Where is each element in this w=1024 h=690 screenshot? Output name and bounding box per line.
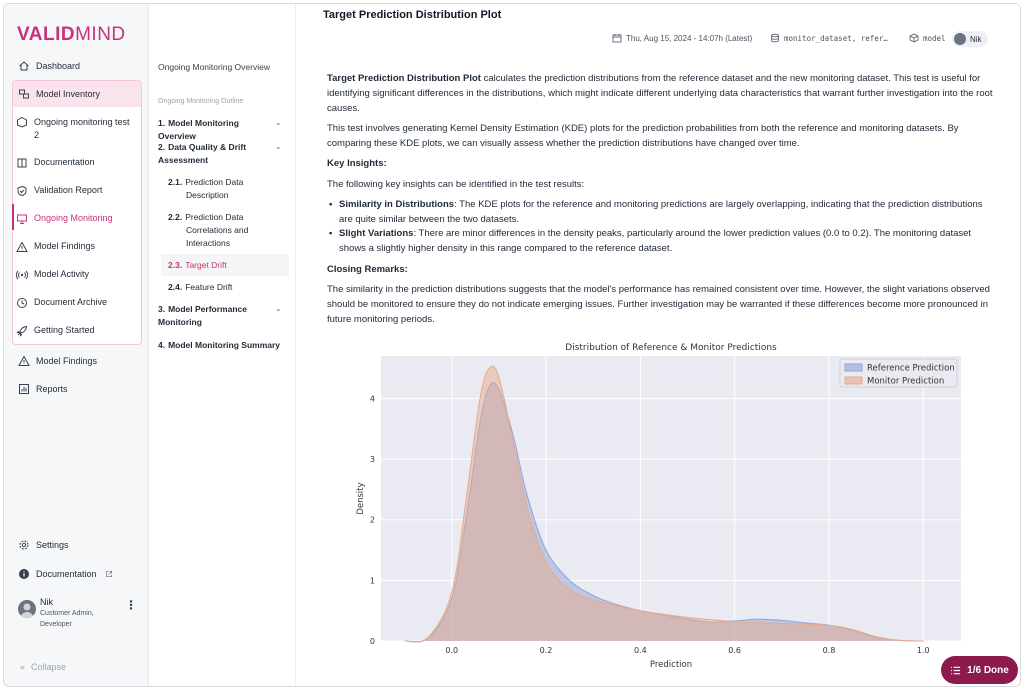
nav-document-archive-label: Document Archive [34, 297, 108, 307]
nav-validation-report-label: Validation Report [34, 185, 103, 195]
nav-model-inventory-label: Model Inventory [36, 89, 101, 99]
nav-ongoing-monitoring-label: Ongoing Monitoring [34, 213, 113, 223]
nav-settings[interactable] [18, 536, 69, 554]
intro-bold: Target Prediction Distribution Plot [327, 73, 481, 84]
x-tick-label: 0.0 [445, 646, 459, 655]
meta-date-text: Thu, Aug 15, 2024 - 14:07h (Latest) [626, 33, 753, 43]
outline-item-1[interactable]: 1. Model Monitoring Overview [158, 118, 239, 141]
shield-check-icon [16, 185, 28, 197]
bullet-variations-text: : There are minor differences in the density peaks, particularly around the lower prediction values (0.0 to 0.2). The monitoring dataset shows a slightly higher density in this range compared to the reference dataset. [339, 228, 972, 254]
monitor-icon [16, 213, 28, 225]
y-tick-label: 4 [369, 394, 375, 404]
x-axis-label: Prediction [649, 660, 693, 670]
meta-user-name: Nik [970, 34, 982, 44]
bullet-variations-bold: Slight Variations [339, 228, 414, 239]
nav-documentation[interactable] [18, 565, 115, 583]
user-avatar[interactable] [18, 600, 36, 618]
kde-chart [351, 337, 971, 672]
external-link-icon [103, 570, 115, 578]
double-chevron-left-icon: « [20, 662, 26, 672]
warning-icon [18, 355, 30, 367]
chevron-down-icon[interactable]: ⌄ [275, 304, 282, 313]
y-axis-label: Density [356, 482, 366, 515]
meta-dataset-text: monitor_dataset, refer… [784, 33, 888, 43]
outline-item-3[interactable]: 3. Model Performance Monitoring [158, 304, 247, 327]
meta-dataset[interactable] [770, 31, 888, 45]
nav-document-archive[interactable] [16, 297, 107, 309]
outline-item-2-1[interactable]: 2.1. Prediction Data Description [168, 177, 244, 200]
insights-intro: The following key insights can be identified in the test results: [327, 179, 585, 190]
nav-monitoring-test[interactable] [16, 116, 134, 142]
chart-title: Distribution of Reference & Monitor Predictions [565, 343, 777, 353]
legend-label-1: Monitor Prediction [867, 376, 945, 387]
nav-dashboard-label: Dashboard [36, 61, 81, 71]
list-icon [950, 665, 961, 676]
bullet-dot: • [329, 199, 333, 210]
cube-icon [16, 116, 28, 128]
nav-model-findings-sub[interactable] [16, 241, 95, 253]
nav-model-activity[interactable] [16, 269, 89, 281]
calendar-icon [612, 33, 622, 43]
y-tick-label: 1 [369, 576, 375, 586]
bullet-similarity [329, 197, 989, 227]
home-icon [18, 60, 30, 72]
outline-item-2-2[interactable]: 2.2. Prediction Data Correlations and Interactions [168, 212, 249, 248]
outline-item-2[interactable]: 2. Data Quality & Drift Assessment [158, 142, 247, 165]
legend-swatch-0 [845, 364, 862, 371]
info-icon [18, 568, 30, 580]
rocket-icon [16, 325, 28, 337]
user-menu-icon[interactable]: ⋮ [125, 598, 137, 612]
nav-model-findings-label: Model Findings [36, 356, 98, 366]
meta-date [612, 31, 752, 45]
active-indicator [12, 204, 14, 230]
nav-monitoring-test-label: Ongoing monitoring test 2 [34, 117, 130, 140]
collapse-button[interactable] [20, 662, 66, 672]
user-name: Nik [40, 597, 53, 607]
outline-label: Ongoing Monitoring Outline [158, 98, 244, 105]
broadcast-icon [16, 269, 28, 281]
clock-icon [16, 297, 28, 309]
meta-user-pill[interactable] [952, 31, 988, 47]
nav-validation-report[interactable] [16, 185, 102, 197]
legend-swatch-1 [845, 377, 862, 384]
nav-documentation-sub[interactable] [16, 157, 95, 169]
warning-icon [16, 241, 28, 253]
heading-key-insights: Key Insights: [327, 158, 387, 169]
nav-model-activity-label: Model Activity [34, 269, 90, 279]
nav-ongoing-monitoring[interactable] [16, 213, 113, 225]
outline-item-2-3[interactable]: 2.3. Target Drift [168, 260, 227, 270]
outline-item-4[interactable]: 4. Model Monitoring Summary [158, 340, 281, 350]
progress-done-button[interactable] [941, 656, 1018, 684]
x-tick-label: 0.4 [633, 646, 647, 655]
main-content [296, 4, 1021, 686]
progress-done-label: 1/6 Done [967, 664, 1009, 676]
outline-item-2-4[interactable]: 2.4. Feature Drift [168, 282, 233, 292]
user-avatar-small [954, 33, 966, 45]
paragraph-closing: The similarity in the prediction distributions suggests that the model's performance has remained consistent over time. However, the slight variations observed should be monitored to ensure they do not indicate emerging issues. Further investigation may be warranted if these differences become more pronounced in future monitoring periods. [327, 284, 990, 325]
bullet-similarity-text: : The KDE plots for the reference and monitoring predictions are largely overlapping, indicating that the prediction distributions are quite similar between the two datasets. [339, 199, 983, 225]
nav-getting-started-label: Getting Started [34, 325, 95, 335]
paragraph-intro [327, 71, 997, 116]
nav-model-findings-sub-label: Model Findings [34, 241, 96, 251]
page-title: Target Prediction Distribution Plot [323, 9, 502, 21]
nav-getting-started[interactable] [16, 325, 95, 337]
intro-text: calculates the prediction distributions from the reference dataset and the new monitoring dataset. This test is useful for identifying significant differences in the distributions, which might indicate different underlying data characteristics that warrant further investigation into the root causes. [327, 73, 993, 114]
validmind-logo[interactable]: VALIDMIND [17, 24, 126, 45]
y-tick-label: 2 [369, 515, 375, 525]
nav-documentation-label: Documentation [36, 569, 97, 579]
chart-icon [18, 383, 30, 395]
outline-title[interactable]: Ongoing Monitoring Overview [158, 62, 270, 72]
nav-reports[interactable] [18, 380, 68, 398]
nav-documentation-sub-label: Documentation [34, 157, 95, 167]
cube-icon [909, 33, 919, 43]
nav-settings-label: Settings [36, 540, 69, 550]
nav-model-findings[interactable] [18, 352, 97, 370]
bullet-dot: • [329, 228, 333, 239]
bullet-similarity-bold: Similarity in Distributions [339, 199, 455, 210]
user-role: Customer Admin, Developer [40, 610, 94, 628]
x-tick-label: 1.0 [916, 646, 930, 655]
bullet-variations [329, 226, 989, 256]
gear-icon [18, 539, 30, 551]
y-tick-label: 0 [369, 637, 375, 646]
database-icon [770, 33, 780, 43]
chevron-down-icon[interactable]: ⌄ [275, 118, 282, 127]
meta-model-text: model [923, 33, 946, 43]
x-tick-label: 0.8 [822, 646, 836, 655]
chevron-down-icon[interactable]: ⌄ [275, 142, 282, 151]
y-tick-label: 3 [369, 455, 375, 465]
nav-dashboard[interactable] [18, 57, 80, 75]
heading-closing: Closing Remarks: [327, 264, 408, 275]
app-window [3, 3, 1021, 687]
document-outline [149, 4, 296, 686]
book-icon [16, 157, 28, 169]
cubes-icon [18, 88, 30, 100]
collapse-label: Collapse [31, 662, 67, 672]
legend-label-0: Reference Prediction [867, 363, 955, 374]
nav-reports-label: Reports [36, 384, 68, 394]
paragraph-method: This test involves generating Kernel Density Estimation (KDE) plots for the prediction probabilities from both the reference and monitoring datasets. By comparing these KDE plots, we can visually assess whether the prediction distributions have changed over time. [327, 123, 959, 149]
sidebar [4, 4, 149, 686]
meta-model[interactable] [909, 31, 946, 45]
x-tick-label: 0.6 [728, 646, 742, 655]
x-tick-label: 0.2 [539, 646, 553, 655]
nav-model-inventory[interactable] [18, 85, 100, 103]
